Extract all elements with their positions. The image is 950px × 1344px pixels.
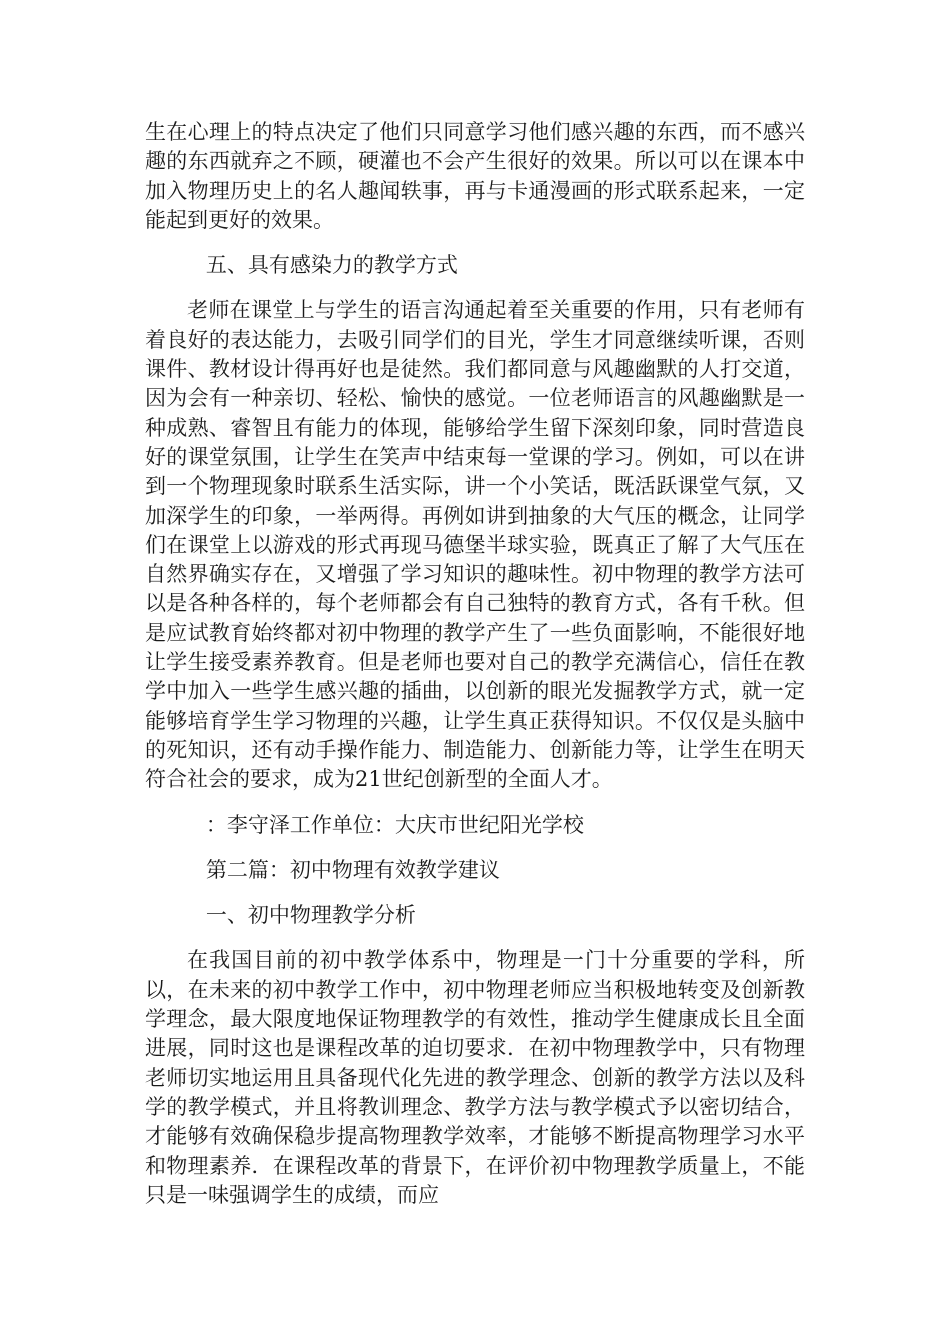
paragraph-continued: 生在心理上的特点决定了他们只同意学习他们感兴趣的东西，而不感兴趣的东西就弃之不顾，硬灌也不会产生很好的效果。所以可以在课本中加入物理历史上的名人趣闻轶事，再与卡通漫画的形式联系起来，一定能起到更好的效果。 xyxy=(145,120,805,232)
document-body xyxy=(145,118,805,1226)
author-byline: ：李守泽工作单位：大庆市世纪阳光学校 xyxy=(205,812,584,837)
paragraph-analysis: 在我国目前的初中教学体系中，物理是一门十分重要的学科，所以，在未来的初中教学工作中，初中物理老师应当积极地转变及创新教学理念，最大限度地保证物理教学的有效性，推动学生健康成长且全面进展，同时这也是课程改革的迫切要求．在初中物理教学中，只有物理老师切实地运用且具备现代化先进的教学理念、创新的教学方法以及科学的教学模式，并且将教训理念、教学方法与教学模式予以密切结合，才能够有效确保稳步提高物理教学效率，才能够不断提高物理学习水平和物理素养．在课程改革的背景下，在评价初中物理教学质量上，不能只是一味强调学生的成绩，而应 xyxy=(145,948,805,1207)
section-heading-one: 一、初中物理教学分析 xyxy=(205,903,416,928)
paragraph-teaching-style: 老师在课堂上与学生的语言沟通起着至关重要的作用，只有老师有着良好的表达能力，去吸引同学们的目光，学生才同意继续听课，否则课件、教材设计得再好也是徒然。我们都同意与风趣幽默的人打交道，因为会有一种亲切、轻松、愉快的感觉。一位老师语言的风趣幽默是一种成熟、睿智且有能力的体现，能够给学生留下深刻印象，同时营造良好的课堂氛围，让学生在笑声中结束每一堂课的学习。例如，可以在讲到一个物理现象时联系生活实际，讲一个小笑话，既活跃课堂气氛，又加深学生的印象，一举两得。再例如讲到抽象的大气压的概念，让同学们在课堂上以游戏的形式再现马德堡半球实验，既真正了解了大气压在自然界确实存在，又增强了学习知识的趣味性。初中物理的教学方法可以是各种各样的，每个老师都会有自己独特的教育方式，各有千秋。但是应试教育始终都对初中物理的教学产生了一些负面影响，不能很好地让学生接受素养教育。但是老师也要对自己的教学充满信心，信任在教学中加入一些学生感兴趣的插曲，以创新的眼光发掘教学方式，就一定能够培育学生学习物理的兴趣，让学生真正获得知识。不仅仅是头脑中的死知识，还有动手操作能力、制造能力、创新能力等，让学生在明天符合社会的要求，成为21世纪创新型的全面人才。 xyxy=(145,298,805,792)
chapter-heading-second: 第二篇：初中物理有效教学建议 xyxy=(205,857,500,882)
section-heading-five: 五、具有感染力的教学方式 xyxy=(205,253,458,278)
